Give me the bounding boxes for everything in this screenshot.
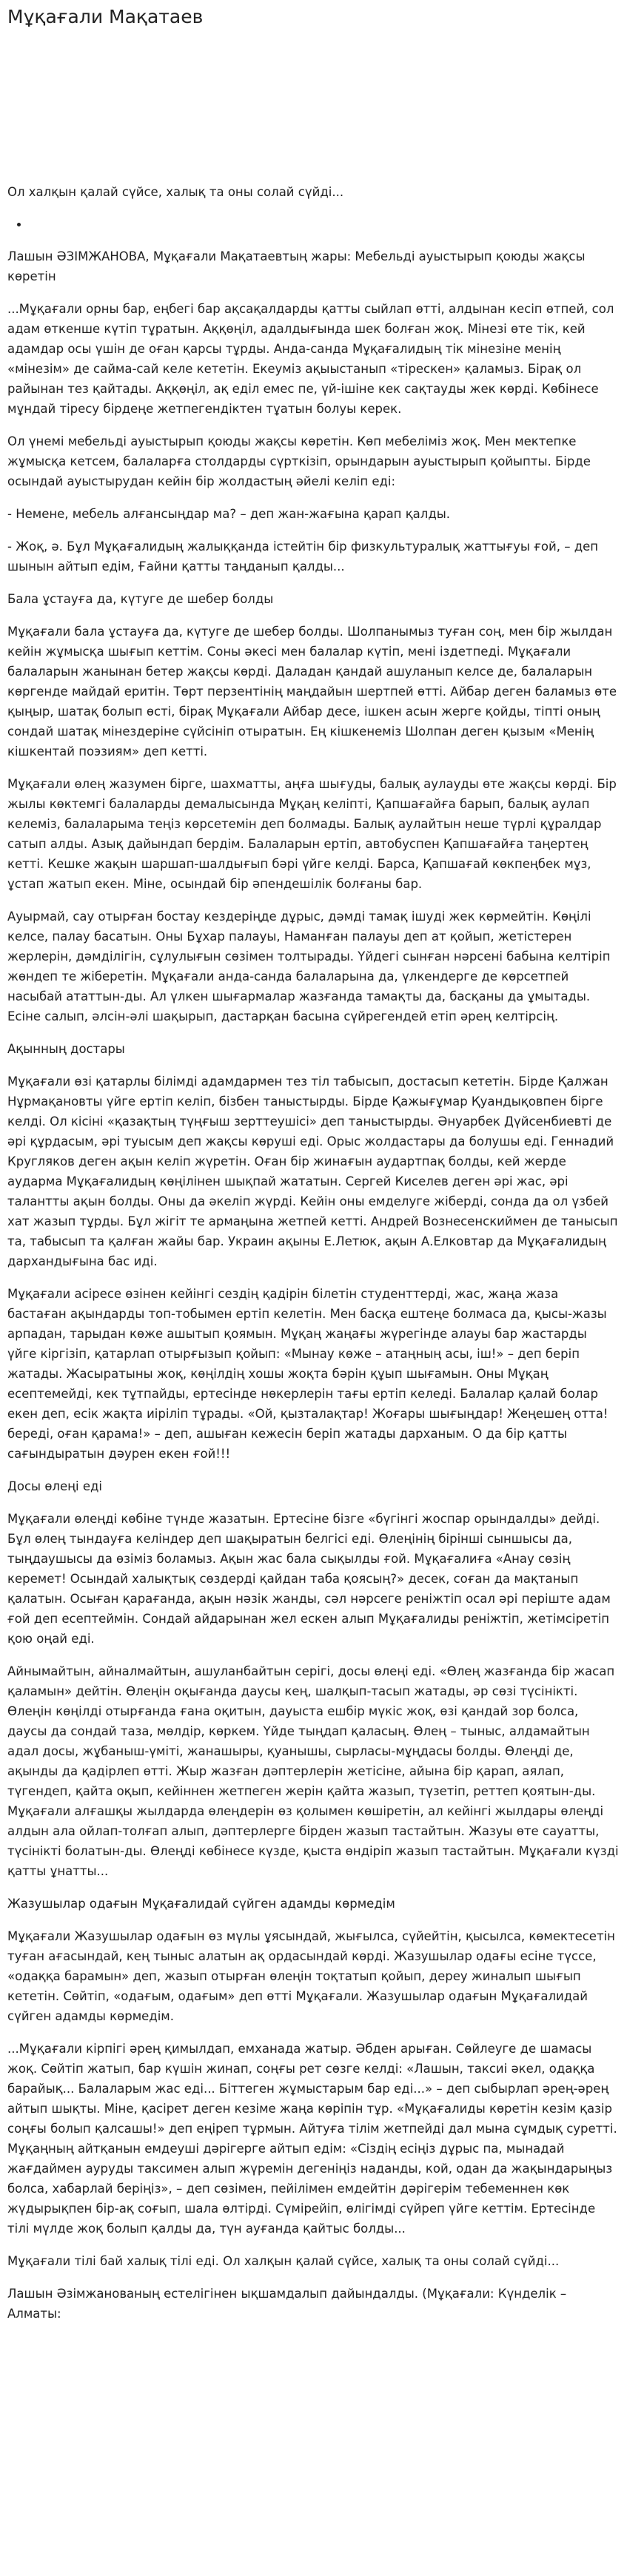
paragraph: - Жоқ, ә. Бұл Мұқағалидың жалыққанда істейтін бір физкультуралық жаттығуы ғой, – деп шынын айтып едім, Ғайни қатты таңданып қалды... [7,539,599,574]
paragraph: - Немене, мебель алғансыңдар ма? – деп жан-жағына қарап қалды. [7,507,451,521]
image-placeholder [7,28,620,182]
paragraph: Мұқағали Жазушылар одағын өз мүлы ұясындай, жығылса, сүйейтін, қысылса, көмектесетін туған ағасындай, кең тыныс алатын ақ ордасындай көрді. Жазушылар одағы есіне түссе, «одаққа барамын» деп, жазып отырған өлеңін тоқтатып қойып, дереу жиналып шығып кететін. Сөйтіп, «одағым, одағым» деп өтті Мұқағали. Жазушылар одағын Мұқағалидай сүйген адамды көрмедім. [7,1929,615,2023]
paragraph: Мұқағали тілі бай халық тілі еді. Ол халқын қалай сүйсе, халық та оны солай сүйді... [7,2254,560,2268]
paragraph: Мұқағали өзі қатарлы білімді адамдармен тез тіл табысып, достасып кететін. Бірде Қалжан Нұрмақановты үйге ертіп келіп, бізбен таныстырды. Бірде Қажығұмар Қуандықовпен бірге келді. Ол кісіні «қазақтың түңғыш зерттеушісі» деп таныстырды. Әнуарбек Дүйсенбиевті де әрі құрдасым, әрі туысым деп жақсы көруші еді. Орыс жолдастары да болушы еді. Геннадий Кругляков деген ақын келіп жүретін. Оған бір жинағын аудартпақ болды, кей жерде аударма Мұқағалидың көңілінен шықпай жататын. Сергей Киселев деген әрі жас, әрі талантты ақын болды. Оны да әкеліп жүрді. Кейін оны емделуге жіберді, сонда да ол үзбей хат жазып тұрды. Бұл жігіт те армаңына жетпей кетті. Андрей Вознесенскиймен де танысып та, табысып та қалған жайы бар. Украин ақыны Е.Летюк, ақын А.Елковтар да Мұқағалидың дархандығына бас иді. [7,1075,618,1268]
paragraph: Лашын Әзімжанованың естелігінен ықшамдалып дайындалды. (Мұқағали: Күнделік – Алматы: [7,2287,567,2321]
paragraph: ...Мұқағали орны бар, еңбегі бар ақсақалдарды қатты сыйлап өтті, алдынан кесіп өтпей, сол адам өткенше күтіп тұратын. Аққөңіл, адалдығында шек болған жоқ. Мінезі өте тік, кей адамдар осы үшін де оған қарсы тұрды. Анда-санда Мұқағалидың тік мінезіне менің «мінезім» де саймa-сай келе кететін. Екеуміз ақыыстанып «тірескен» қаламыз. Бірақ ол райынан тез қайтады. Аққөңіл, ақ еділ емес пе, үй-ішіне кек сақтауды жек көрді. Көбінесе мұндай тіресу бірдеңе жетпегендіктен тұатын болуы керек. [7,302,614,416]
paragraph: Жазушылар одағын Мұқағалидай сүйген адамды көрмедім [7,1897,395,1911]
paragraph: Мұқағали өлең жазумен бірге, шахматты, аңға шығуды, балық аулауды өте жақсы көрді. Бір жылы көктемгі балаларды демалысында Мұқаң келіпті, Қапшағайға барып, балық аулап келеміз, балаларыма теңіз көрсетемін деп болмады. Балық аулайтын неше түрлі құралдар сатып алды. Азық дайындап бердім. Балаларын ертіп, автобуспен Қапшағайға таңертең кетті. Кешке жақын шаршап-шалдығып бәрі үйге келді. Барса, Қапшағай көкпеңбек мұз, ұстап жатып екен. Міне, осындай бір әпендешілік болғаны бар. [7,777,617,891]
page-title: Мұқағали Мақатаев [7,6,204,27]
empty-bullet-item [30,215,620,235]
paragraph: Мұқағали бала ұстауға да, күтуге де шебер болды. Шолпанымыз туған соң, мен бір жылдан кейін жұмысқа шығып кеттім. Соны әкесі мен балалар күтіп, мені іздетпеді. Мұқағали балаларын жанынан бетер жақсы көрді. Даладан қандай ашуланып келсе де, балаларын көргенде майдай еритін. Төрт перзентінің маңдайын шертпей өтті. Айбар деген баламыз өте қыңыр, шатақ болып өсті, бірақ Мұқағали Айбар десе, ішкен асын жерге қойды, тіпті оның сондай шатақ мінездеріне сүйсініп отыратын. Ең кішкенеміз Шолпан деген қызым «Менің кішкентай поэзиям» деп кетті. [7,625,617,759]
paragraph: Досы өлеңі еді [7,1479,102,1493]
paragraph: Ақынның достары [7,1042,125,1056]
paragraph: Мұқағали өлеңді көбіне түнде жазатын. Ертесіне бізге «бүгінгі жоспар орындалды» дейді. Бұл өлең тындауға келіндер деп шақыратын белгісі еді. Өлеңінің бірінші сыншысы да, тыңдаушысы да өзіміз боламыз. Ақын жас бала сықылды ғой. Мұқағалиға «Анау сөзің керемет! Осындай халықтық сөздерді қайдан таба қоясың?» десек, соған да мақтанып қалатын. Осыған қарағанда, ақын нәзік жанды, сәл нәрсеге реніжтіп осал әрі періште адам ғой деп есептеймін. Сондай айдарынан жел ескен алып Мұқағалиды реніжтіп, жетімсіретіп қою оңай еді. [7,1512,611,1646]
bullet-list [7,215,620,235]
article-body [7,246,620,2324]
paragraph: ...Мұқағали кірпігі әрең қимылдап, емханада жатыр. Әбден арыған. Сөйлеуге де шамасы жоқ. Сөйтіп жатып, бар күшін жинап, соңғы рет сөзге келді: «Лашын, таксиі әкел, одаққа барайық... Балаларым жас еді... Біттеген жұмыстарым бар еді...» – деп сыбырлап әрең-әрең айтып шықты. Міне, қасірет деген кезіме жаңа көріпін тұр. «Мұқағалиды көретін кезім қазір соңғы болып қалсашы!» деп еңіреп тұрмын. Айтуға тілім жетпейді дал мына сұмдық суретті. Мұқаңның айтқанын емдеуші дәрігерге айтып едім: «Сіздің есіңіз дұрыс па, мынадай жағдаймен ауруды таксимен алып жүремін дегеніңіз наданды, кой, одан да жақындарыңыз болса, хабарлай беріңіз», – деп сөзімен, пейілімен емдейтін дәрігерім тебеменнен көк жүдырықпен бір-ақ соғып, шала өлтірді. Сүмірейіп, өлігімді сүйреп үйге кеттім. Ертесінде тілі мүлде жоқ болып қалды да, түн ауғанда қайтыс болды... [7,2042,617,2236]
paragraph: Ауырмай, сау отырған бостау кездеріңде дұрыс, дәмді тамақ ішуді жек көрмейтін. Көңілі келсе, палау басатын. Оны Бұхар палауы, Наманған палауы деп ат қойып, жетістерен жерлерін, дәмділігін, сұлулығын сөзімен толтырады. Үйдегі сынған нәрсені бабына келтіріп жөндеп те жіберетін. Мұқағали анда-санда балаларына да, үлкендерге де көрсетпей насыбай ататтын-ды. Ал үлкен шығармалар жазғанда тамақты да, басқаны да ұмытады. Есіне салып, әлсін-әлі шақырып, дастарқан басына сүйрегендей етіп әрең келтірсің. [7,909,611,1023]
paragraph: Лашын ӘЗІМЖАНОВА, Мұқағали Мақатаевтың жары: Мебельді ауыстырып қоюды жақсы көретін [7,249,586,283]
paragraph: Мұқағали асіресе өзінен кейінгі сездің қадірін білетін студенттерді, жас, жаңа жаза бастаған ақындарды топ-тобымен ертіп келетін. Мен басқа ештеңе болмаса да, қысы-жазы арпадан, тарыдан көже ашытып қоямын. Мұқаң жаңағы жүрегінде алауы бар жастарды үйге кіргізіп, қатарлап отырғызып қойып: «Мынау көже – атаңның асы, іш!» – деп беріп жатады. Жасыратыны жоқ, көңілдің хошы жоқта бәрін құып шығамын. Оны Мұқаң есептемейді, кек тұтпайды, ертесінде нөкерлерін тағы ертіп келеді. Балалар қалай болар екен деп, есік жақта иіріліп тұрады. «Ой, қызталақтар! Жоғары шығыңдар! Жеңешең отта! береді, оған қарама!» – деп, ашыған кежесін беріп жатады дарханым. О да бір қатты сағындыратын дәурен екен ғой!!! [7,1287,608,1461]
paragraph: Бала ұстауға да, күтуге де шебер болды [7,592,274,606]
paragraph: Айнымайтын, айналмайтын, ашуланбайтын серігі, досы өлеңі еді. «Өлең жазғанда бір жасап қаламын» дейтін. Өлеңін оқығанда даусы кең, шалқып-тасып жатады, әр сөзі түсінікті. Өлеңін көңілді отырғанда ғана оқитын, дауыста ешбір мүкіс жоқ, өзі қандай зор болса, даусы да сондай таза, мөлдір, көркем. Үйде тыңдап қаласың. Өлең – тыныс, алдамайтын адал досы, жұбаныш-үміті, жанашыры, қуанышы, сырласы-мұңдасы болды. Өлеңді де, ақынды да қадірлеп өтті. Жыр жазған дәптерлерін жетісіне, айына бір қарап, аялап, түгендеп, қайта оқып, кейіннен жетпеген жерін қайта жазып, түзетіп, реттеп қоятын-ды. Мұқағали алғашқы жылдарда өлеңдерін өз қолымен көшіретін, ал кейінгі жылдары өлеңді алдын ала ойлап-толғап алып, дәптерлерге бірден жазып тастайтын. Жазуы өте сауатты, түсінікті болатын-ды. Өлеңді көбінесе күзде, қыста өндіріп жазып тастайтын. Мұқағали күзді қатты ұнатты... [7,1664,619,1878]
paragraph: Ол үнемі мебельді ауыстырып қоюды жақсы көретін. Көп мебеліміз жоқ. Мен мектепке жұмысқа кетсем, балаларға столдарды сүрткізіп, орындарын ауыстырып қойыпты. Бірде осындай ауыстырудан кейін бір жолдастың әйелі келіп еді: [7,434,591,488]
epigraph: Ол халқын қалай сүйсе, халық та оны солай сүйді... [7,185,344,199]
